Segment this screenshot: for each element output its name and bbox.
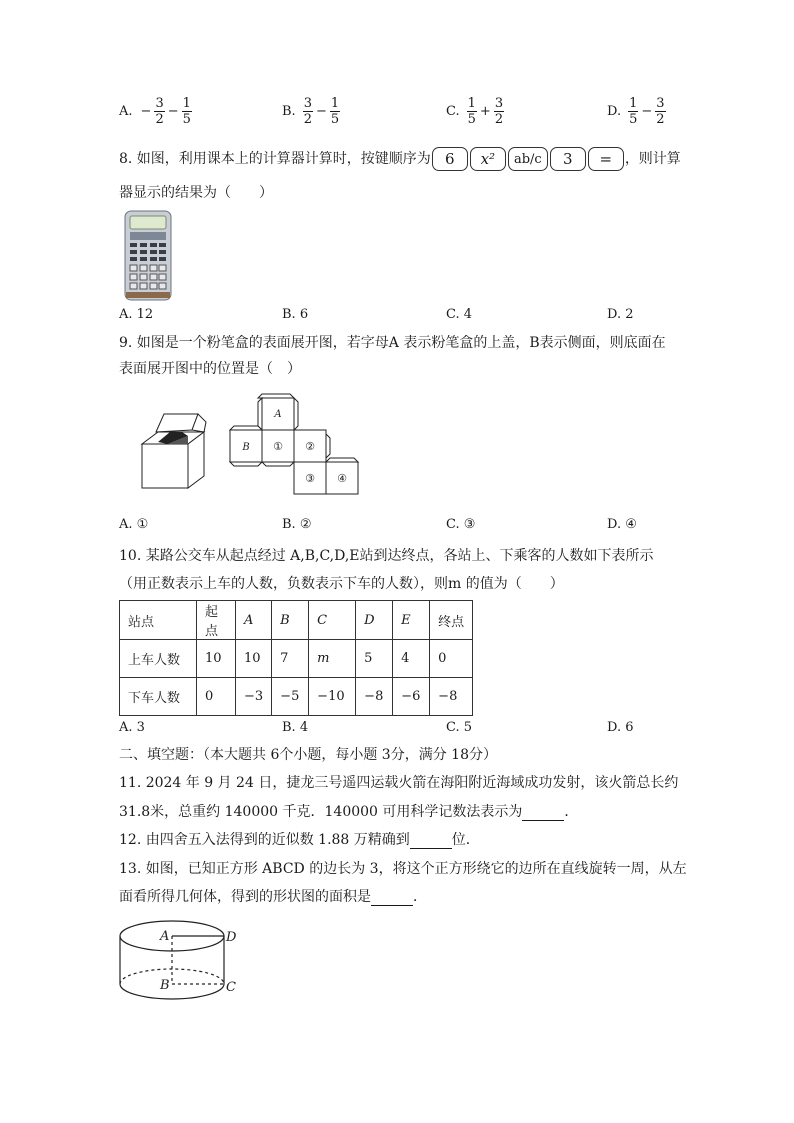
q9-option-c: C. ③	[446, 517, 476, 532]
table-cell: m	[309, 640, 356, 678]
calc-key-equals: =	[588, 147, 624, 171]
q8-option-d: D. 2	[607, 307, 634, 322]
cyl-label-c: C	[226, 980, 236, 995]
calc-key-6: 6	[432, 147, 468, 171]
table-cell: 终点	[430, 601, 473, 640]
q8-stem-line1: 8. 如图，利用课本上的计算器计算时，按键顺序为 6 x² ab/c 3 = ，则计算	[119, 147, 681, 171]
table-cell: 下车人数	[120, 678, 197, 716]
net-label-4: ④	[337, 472, 347, 485]
box-net-diagram	[226, 390, 360, 496]
q11-line2: 31.8米，总重约 140000 千克．140000 可用科学记数法表示为 ．	[119, 804, 579, 820]
q7-option-c: C. $\frac{1}{5}$ + $\frac{3}{2}$	[446, 96, 504, 127]
answer-blank	[371, 889, 413, 906]
table-cell: D	[356, 601, 393, 640]
net-label-2: ②	[305, 440, 315, 453]
calc-key-3: 3	[550, 147, 586, 171]
q9-stem-line2: 表面展开图中的位置是（ ）	[119, 361, 301, 377]
q9-option-b: B. ②	[282, 517, 312, 532]
table-cell: 4	[393, 640, 430, 678]
calculator-image	[124, 210, 172, 302]
table-cell: A	[236, 601, 272, 640]
table-cell: −5	[272, 678, 309, 716]
cyl-label-a: A	[160, 929, 170, 944]
cylinder-figure	[116, 914, 246, 1004]
q8-stem-line2: 器显示的结果为（ ）	[119, 185, 273, 201]
table-cell: 0	[197, 678, 236, 716]
table-cell: −3	[236, 678, 272, 716]
q10-option-d: D. 6	[607, 720, 634, 735]
table-cell: 10	[197, 640, 236, 678]
section-heading: 二、填空题：（本大题共 6个小题，每小题 3分，满分 18分）	[119, 747, 497, 763]
passenger-table	[119, 600, 473, 716]
table-cell: C	[309, 601, 356, 640]
table-cell: −6	[393, 678, 430, 716]
chalk-box-figure	[138, 408, 210, 490]
q7-option-d: D. $\frac{1}{5}$ − $\frac{3}{2}$	[607, 96, 665, 127]
net-label-a: A	[274, 409, 282, 420]
cyl-label-b: B	[160, 978, 170, 993]
table-cell: 7	[272, 640, 309, 678]
table-cell: 起点	[197, 601, 236, 640]
answer-blank	[410, 832, 452, 849]
table-cell: 5	[356, 640, 393, 678]
table-cell: 0	[430, 640, 473, 678]
table-header-row	[120, 601, 473, 640]
table-cell: E	[393, 601, 430, 640]
net-label-b: B	[242, 442, 250, 453]
q12-line: 12. 由四舍五入法得到的近似数 1.88 万精确到 位．	[119, 832, 480, 848]
q8-option-a: A. 12	[119, 307, 154, 322]
net-label-3: ③	[305, 472, 315, 485]
q11-line1: 11. 2024 年 9 月 24 日，捷龙三号遥四运载火箭在海阳附近海域成功发射，该火箭总长约	[119, 775, 679, 791]
calc-key-fraction: ab/c	[508, 147, 548, 171]
q10-option-b: B. 4	[282, 720, 309, 735]
table-cell: 站点	[120, 601, 197, 640]
cyl-label-d: D	[226, 930, 237, 945]
table-cell: −10	[309, 678, 356, 716]
table-row	[120, 678, 473, 716]
q13-line2: 面看所得几何体，得到的形状图的面积是 ．	[119, 889, 427, 905]
q9-option-a: A. ①	[119, 517, 149, 532]
table-cell: −8	[356, 678, 393, 716]
table-cell: −8	[430, 678, 473, 716]
q10-option-a: A. 3	[119, 720, 145, 735]
net-label-1: ①	[273, 440, 283, 453]
answer-blank	[522, 804, 564, 821]
q9-option-d: D. ④	[607, 517, 637, 532]
q7-option-b: B. $\frac{3}{2}$ − $\frac{1}{5}$	[282, 96, 340, 127]
calc-key-square: x²	[470, 147, 506, 171]
q10-stem-line1: 10. 某路公交车从起点经过 A,B,C,D,E站到达终点，各站上、下乘客的人数如下表所示	[119, 548, 654, 564]
table-row	[120, 640, 473, 678]
q10-stem-line2: （用正数表示上车的人数，负数表示下车的人数），则m 的值为（ ）	[119, 576, 564, 592]
q9-stem-line1: 9. 如图是一个粉笔盒的表面展开图，若字母A 表示粉笔盒的上盖，B表示侧面，则底面在	[119, 335, 666, 351]
q13-line1: 13. 如图，已知正方形 ABCD 的边长为 3，将这个正方形绕它的边所在直线旋转一周，从左	[119, 861, 687, 877]
q8-option-b: B. 6	[282, 307, 309, 322]
q10-option-c: C. 5	[446, 720, 473, 735]
q8-option-c: C. 4	[446, 307, 473, 322]
q7-option-a: A. − $\frac{3}{2}$ − $\frac{1}{5}$	[119, 96, 191, 127]
table-cell: 上车人数	[120, 640, 197, 678]
table-cell: 10	[236, 640, 272, 678]
table-cell: B	[272, 601, 309, 640]
